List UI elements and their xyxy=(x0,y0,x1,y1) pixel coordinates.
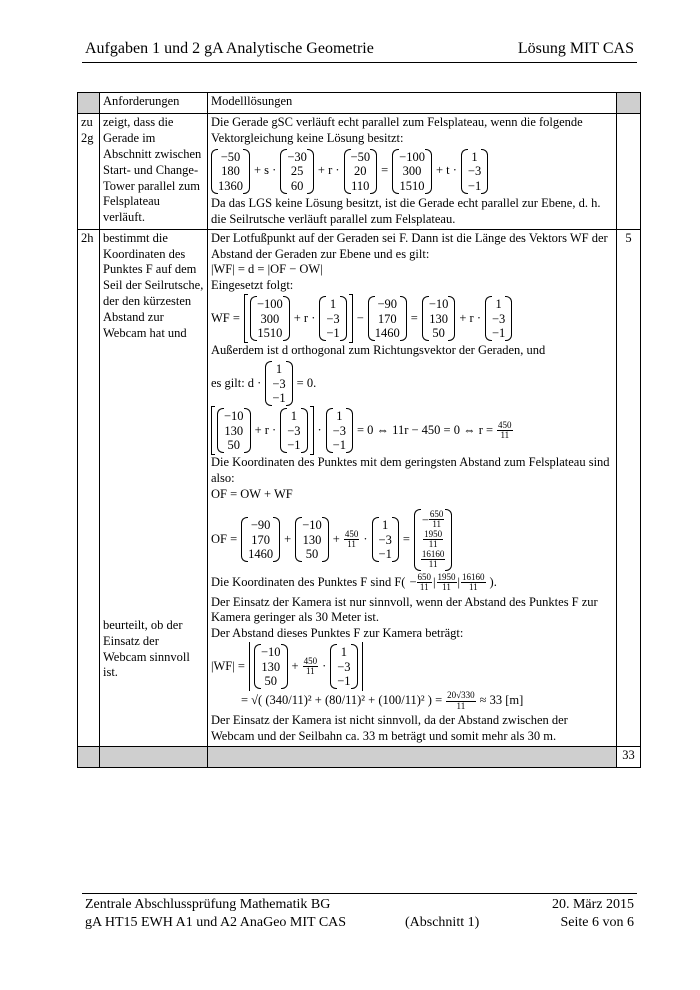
vector xyxy=(295,517,329,562)
vector-component: 50 xyxy=(264,673,277,688)
dot-product-equation: −10 130 50 + r · 1 −3 −1 · 1 −3 −1 = 0 ⇔ 11r − 450 = 0 ⇔ r = $\frac{450}{11}$ xyxy=(211,408,613,453)
vector-component: −3 xyxy=(337,659,351,674)
fraction: 16160 11 xyxy=(421,548,445,570)
solution-text: Die Gerade gSC verläuft echt parallel zum Felsplateau, wenn die folgende Vektorgleichung keine Lösung besitzt: xyxy=(211,115,583,145)
vector-component: −1 xyxy=(287,438,301,452)
requirement-text: zeigt, dass die Gerade im Abschnitt zwischen Start- und Change-Tower parallel zum Felsplateau verläuft. xyxy=(100,114,208,230)
vector-component: 25 xyxy=(290,164,304,179)
fraction: 16160 11 xyxy=(462,571,485,593)
vector-equation: −50 180 1360 + s · −30 25 60 + r · −50 20 110 = −100 300 1510 + t · 1 −3 −1 xyxy=(211,149,613,194)
vector-component: 170 xyxy=(377,311,397,326)
vector-component: 300 xyxy=(402,164,422,179)
vector-component: 20 xyxy=(354,164,367,179)
fraction: $\frac{650}{11}$ xyxy=(429,509,444,530)
solution-text: Da das LGS keine Lösung besitzt, ist die Gerade echt parallel zur Ebene, d. h. die Seilrutsche verläuft parallel zum Felsplateau. xyxy=(211,195,601,226)
vector-component: −1 xyxy=(326,325,340,340)
vector-component: −10 xyxy=(302,518,322,533)
vector-component: −1 xyxy=(272,390,286,405)
vector xyxy=(280,149,314,194)
total-row xyxy=(78,746,641,767)
vector-component: 130 xyxy=(429,311,448,326)
orthogonality-condition: es gilt: d · 1 −3 −1 = 0. xyxy=(211,362,317,405)
vector-component: 1 xyxy=(336,409,343,424)
fraction: $\frac{650}{11}$ xyxy=(417,571,431,593)
vector: − $\frac{650}{11}$ 1950 11 16160 11 xyxy=(414,509,453,571)
vector-component: 170 xyxy=(251,532,271,547)
point-f-equation: OF = −90 170 1460 + −10 130 50 + $\frac{450}{11}$ · 1 −3 −1 = − $\frac{650}{11}$ 1950 11 16160 11 xyxy=(211,509,613,571)
solution-cell: Der Lotfußpunkt auf der Geraden sei F. Dann ist die Länge des Vektors WF der Abstand der Geraden zur Ebene und es gilt: |WF| = d = |OF − OW| Eingesetzt folgt: WF = −100 300 1510 + r · 1 −3 −1 − −90 170 1460 = −10 130 50 + r · 1 −3 −1 Außerdem ist d orthogonal zum Richtungsvektor der Geraden, und es gilt: d · 1 −3 −1 = 0. −10 130 50 + r · 1 −3 −1 · 1 −3 −1 = 0 ⇔ 11r − 450 = 0 ⇔ r = $\frac{450}{11}$ Die Koordinaten des Punktes mit dem geringsten Abstand zum Felsplateau sind also: OF = OW + WF OF = −90 170 1460 + −10 130 50 + $\frac{450}{11}$ · 1 −3 −1 = − $\frac{650}{11}$ 1950 11 16160 11 Die Koordinaten des Punktes F sind F( − $\frac{650}{11}$ | 1950 11 | 16160 11 ). Der Einsatz der Kamera ist nur sinnvoll, wenn der Abstand des Punktes F zur Kamera geringer als 30 Meter ist. Der Abstand dieses Punktes F zur Kamera beträgt: |WF| = −10 130 50 + $\frac{450}{11}$ · 1 −3 −1 = √( (340/11)² + (80/11)² + (100/11)² ) = $\frac{20√330}{11}$ ≈ 33 [m] Der Einsatz der Kamera ist nicht sinnvoll, da der Abstand zwischen der Webcam und der Seilbahn ca. 33 m beträgt und somit mehr als 30 m. xyxy=(208,229,617,746)
vector-equation: WF = −100 300 1510 + r · 1 −3 −1 − −90 170 1460 = −10 130 50 + r · 1 −3 −1 xyxy=(211,296,613,341)
vector-component: −100 xyxy=(256,297,283,312)
vector-component: −3 xyxy=(272,376,286,391)
vector-component: 130 xyxy=(302,532,322,547)
requirement-text: bestimmt die Koordinaten des Punktes F auf dem Seil der Seilrutsche, der den kürzesten Abstand zur Webcam hat und beurteilt, ob der Einsatz der Webcam sinnvoll ist. xyxy=(100,229,208,746)
vector-component: −1 xyxy=(332,438,346,452)
vector xyxy=(392,149,432,194)
vector-component: 1460 xyxy=(374,325,400,340)
col-solutions: Modelllösungen xyxy=(208,93,617,114)
vector-component: −1 xyxy=(492,325,506,340)
vector-component: 50 xyxy=(227,438,241,452)
vector xyxy=(368,296,407,341)
vector xyxy=(372,517,399,562)
vector xyxy=(330,644,357,689)
coordinates: − $\frac{650}{11}$ | 1950 11 | 16160 11 xyxy=(409,571,485,593)
solution-cell xyxy=(208,114,617,230)
vector-component: 1 xyxy=(495,297,502,312)
vector xyxy=(265,361,292,406)
vector-component: −100 xyxy=(399,149,425,164)
vector-component: 50 xyxy=(305,547,319,561)
vector xyxy=(461,149,488,194)
distance-result: = √( (340/11)² + (80/11)² + (100/11)² ) = $\frac{20√330}{11}$ ≈ 33 [m] xyxy=(241,690,524,711)
vector-component: −3 xyxy=(378,532,392,547)
vector-component: 1 xyxy=(382,518,389,533)
vector-component: 1 xyxy=(329,297,337,312)
vector-component: 1 xyxy=(340,645,348,660)
vector-component: −3 xyxy=(326,311,340,326)
points: 5 xyxy=(617,229,641,746)
vector xyxy=(250,296,290,341)
vector-component: −30 xyxy=(287,149,307,164)
header-right: Lösung MIT CAS xyxy=(517,40,634,57)
vector xyxy=(319,296,346,341)
vector-component: −90 xyxy=(377,297,398,312)
vector-component: −50 xyxy=(220,149,241,164)
vector-component: 1510 xyxy=(257,325,283,340)
vector-component: 1510 xyxy=(399,178,425,193)
vector-component: −10 xyxy=(224,409,244,424)
vector xyxy=(326,408,353,453)
vector-component: 60 xyxy=(290,178,304,193)
vector-component: 50 xyxy=(432,325,445,340)
header-left: Aufgaben 1 und 2 gA Analytische Geometrie xyxy=(85,40,374,57)
vector-component: −3 xyxy=(332,423,346,438)
vector-component: 1460 xyxy=(248,547,274,561)
vector-component: 1360 xyxy=(218,178,243,193)
vector xyxy=(485,296,512,341)
vector xyxy=(241,517,280,562)
vector xyxy=(344,149,378,194)
vector xyxy=(211,149,250,194)
vector-component: 300 xyxy=(260,311,280,326)
vector-component: −3 xyxy=(467,164,482,179)
header-rule xyxy=(82,62,637,63)
solution-table xyxy=(77,92,641,768)
fraction: 1950 11 xyxy=(424,528,443,550)
total-points: 33 xyxy=(617,746,641,767)
row-2g xyxy=(78,114,641,230)
col-requirements: Anforderungen xyxy=(100,93,208,114)
vector-component: 130 xyxy=(224,423,244,438)
vector-component: 130 xyxy=(261,659,281,674)
vector xyxy=(422,296,456,341)
task-number: zu 2g xyxy=(78,114,100,230)
row-2h xyxy=(78,229,641,746)
vector xyxy=(254,644,288,689)
vector-component: 180 xyxy=(221,164,240,179)
vector-component: −50 xyxy=(350,149,371,164)
vector-component: −10 xyxy=(428,297,449,312)
vector-component: 110 xyxy=(351,178,370,193)
vector-component: 1 xyxy=(471,149,478,164)
vector-component: 1 xyxy=(290,409,297,424)
vector xyxy=(280,408,307,453)
table-header-row xyxy=(78,93,641,114)
vector-component: 1 xyxy=(275,362,283,377)
point-f-coordinates: Die Koordinaten des Punktes F sind F( − $\frac{650}{11}$ | 1950 11 | 16160 11 ). xyxy=(211,571,497,593)
fraction: 1950 11 xyxy=(437,571,456,593)
vector xyxy=(217,408,251,453)
vector-component: −1 xyxy=(378,547,392,561)
vector-component: −1 xyxy=(337,673,351,688)
vector-component: −10 xyxy=(260,645,281,660)
vector-component: −1 xyxy=(467,178,482,193)
task-number: 2h xyxy=(78,229,100,746)
distance-equation: |WF| = −10 130 50 + $\frac{450}{11}$ · 1 −3 −1 xyxy=(211,644,613,689)
footer-rule xyxy=(82,893,637,894)
vector-component: −3 xyxy=(287,423,301,438)
vector-component: −90 xyxy=(250,518,271,533)
vector-component: −3 xyxy=(492,311,506,326)
